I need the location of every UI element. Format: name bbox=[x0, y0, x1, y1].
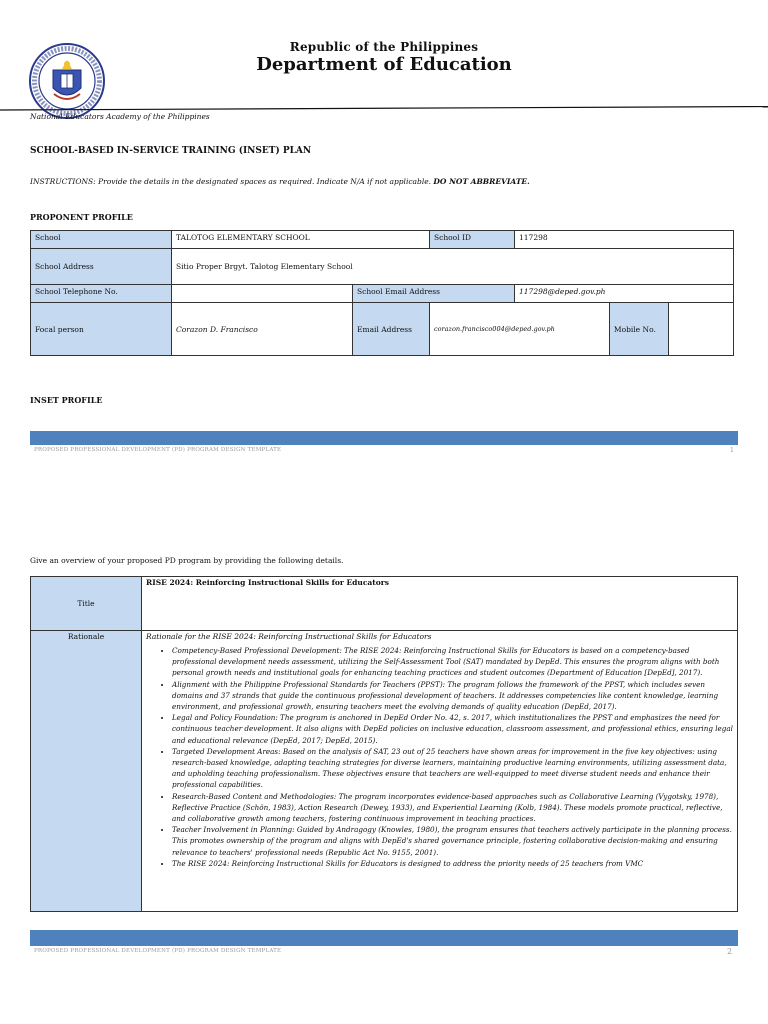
rationale-bullet: • Teacher Involvement in Planning: Guided by Andragogy (Knowles, 1980), the program ensures that teachers actively participate in the planning process. This promotes ownership of the program and aligns with DepEd's shared governance principle, fostering collaborative decision-making and ensuring relevance to teachers' professional needs (Republic Act No. 9155, 2001). bbox=[172, 824, 733, 858]
overview-instruction: Give an overview of your proposed PD program by providing the following details. bbox=[30, 556, 344, 565]
proponent-profile-table bbox=[30, 230, 734, 356]
rationale-label: Rationale bbox=[31, 631, 142, 912]
page2-footer-bar bbox=[30, 930, 738, 946]
title-value: RISE 2024: Reinforcing Instructional Skills for Educators bbox=[142, 577, 738, 631]
page1-number: 1 bbox=[730, 447, 734, 454]
title-label: Title bbox=[31, 577, 142, 631]
page2-number: 2 bbox=[727, 947, 733, 956]
department-heading: Department of Education bbox=[256, 54, 512, 75]
focal-person-value: Corazon D. Francisco bbox=[172, 303, 353, 356]
pd-program-table bbox=[30, 576, 738, 912]
inset-profile-heading: INSET PROFILE bbox=[30, 395, 103, 405]
school-email-label: School Email Address bbox=[353, 285, 515, 303]
address-label: School Address bbox=[31, 249, 172, 285]
page1-footer-text: PROPOSED PROFESSIONAL DEVELOPMENT (PD) PROGRAM DESIGN TEMPLATE bbox=[34, 447, 282, 453]
mobile-group bbox=[609, 303, 733, 356]
republic-heading: Republic of the Philippines bbox=[289, 40, 479, 54]
person-email-label: Email Address bbox=[353, 303, 430, 356]
rationale-list bbox=[160, 645, 733, 869]
page2-footer-text: PROPOSED PROFESSIONAL DEVELOPMENT (PD) PROGRAM DESIGN TEMPLATE bbox=[34, 948, 282, 954]
rationale-cell bbox=[142, 631, 738, 912]
focal-person-label: Focal person bbox=[31, 303, 172, 356]
school-value: TALOTOG ELEMENTARY SCHOOL bbox=[172, 231, 430, 249]
document-title: SCHOOL-BASED IN-SERVICE TRAINING (INSET) PLAN bbox=[30, 146, 312, 156]
school-label: School bbox=[31, 231, 172, 249]
rationale-bullet: • Targeted Development Areas: Based on the analysis of SAT, 23 out of 25 teachers have shown areas for improvement in the five key objectives: using research-based knowledge, adapting teaching strategies for diverse learners, maintaining productive learning environments, utilizing assessment data, and upholding teaching professionalism. These objectives ensure that teachers are well-equipped to meet diverse student needs and enhance their professional capabilities. bbox=[172, 746, 733, 791]
instructions-text: INSTRUCTIONS: Provide the details in the designated spaces as required. Indicate N/A if not applicable. bbox=[30, 177, 434, 186]
instructions-emphasis: DO NOT ABBREVIATE. bbox=[433, 177, 530, 186]
school-id-value: 117298 bbox=[515, 231, 734, 249]
mobile-value bbox=[668, 303, 733, 355]
school-id-label: School ID bbox=[430, 231, 515, 249]
proponent-profile-heading: PROPONENT PROFILE bbox=[30, 212, 133, 222]
address-value: Sitio Proper Brgyt. Talotog Elementary School bbox=[172, 249, 734, 285]
school-email-value: 117298@deped.gov.ph bbox=[515, 285, 734, 303]
rationale-bullet: • The RISE 2024: Reinforcing Instructional Skills for Educators is designed to address the priority needs of 25 teachers from VMC bbox=[172, 858, 733, 869]
instructions bbox=[30, 177, 530, 186]
telephone-label: School Telephone No. bbox=[31, 285, 172, 303]
rationale-bullet: • Alignment with the Philippine Professional Standards for Teachers (PPST): The program follows the framework of the PPST, which includes seven domains and 37 strands that guide the continuous professional development of teachers. It addresses competencies like content knowledge, learning environment, and professional growth, ensuring teachers meet the evolving demands of quality education (DepEd, 2017). bbox=[172, 679, 733, 713]
person-email-value: corazon.francisco004@deped.gov.ph bbox=[430, 303, 610, 356]
rationale-bullet: • Competency-Based Professional Development: The RISE 2024: Reinforcing Instructional Skills for Educators is based on a competency-based professional development needs assessment, utilizing the Self-Assessment Tool (SAT) mandated by DepEd. This ensures the program aligns with both personal growth needs and institutional goals for enhancing teaching practices and student outcomes (Department of Education [DepEd], 2017). bbox=[172, 645, 733, 679]
mobile-label: Mobile No. bbox=[610, 303, 669, 355]
telephone-value bbox=[172, 285, 353, 303]
rationale-heading: Rationale for the RISE 2024: Reinforcing Instructional Skills for Educators bbox=[146, 632, 432, 641]
rationale-bullet: • Legal and Policy Foundation: The program is anchored in DepEd Order No. 42, s. 2017, which institutionalizes the PPST and emphasizes the need for continuous teacher development. It also aligns with DepEd policies on inclusive education, classroom assessment, and professional ethics, ensuring legal and educational relevance (DepEd, 2017; DepEd, 2015). bbox=[172, 712, 733, 746]
academy-name: National Educators Academy of the Philippines bbox=[30, 112, 210, 121]
page1-footer-bar bbox=[30, 431, 738, 445]
rationale-bullet: • Research-Based Content and Methodologies: The program incorporates evidence-based approaches such as Collaborative Learning (Vygotsky, 1978), Reflective Practice (Schön, 1983), Action Research (Dewey, 1933), and Experiential Learning (Kolb, 1984). These models promote practical, reflective, and collaborative growth among teachers, fostering continuous improvement in teaching practices. bbox=[172, 791, 733, 825]
